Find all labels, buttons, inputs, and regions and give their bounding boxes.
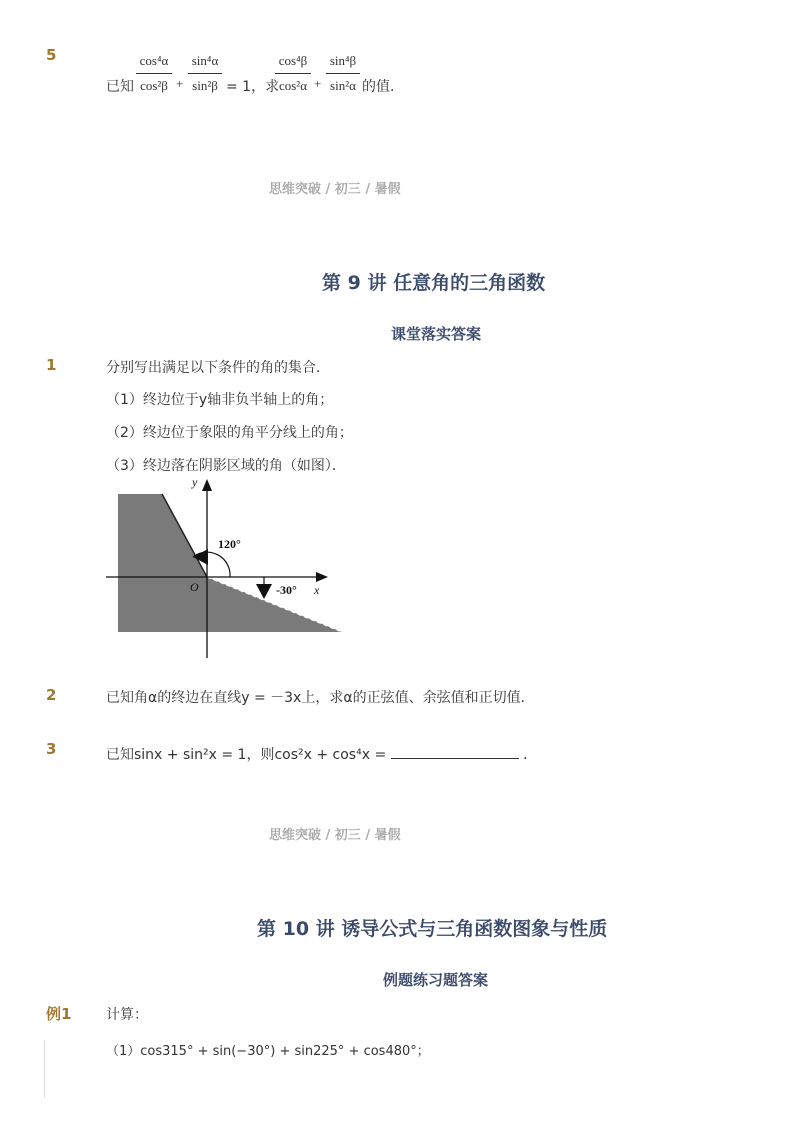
answer-blank (391, 746, 519, 759)
q5-frac4-denominator: sin²α (330, 78, 356, 93)
page-footer-2: 思维突破 / 初三 / 暑假 (269, 828, 401, 843)
q1-item-3: （3）终边落在阴影区域的角（如图）． (106, 458, 346, 474)
q2-text: 已知角α的终边在直线y = －3x上，求α的正弦值、余弦值和正切值． (106, 690, 535, 706)
q5-fraction-2 (188, 52, 222, 95)
q5-fraction-4 (326, 52, 360, 95)
lecture-title: 第 9 讲 任意角的三角函数 (322, 272, 546, 294)
q5-prefix: 已知 (106, 79, 134, 95)
section-title-2: 例题练习题答案 (383, 971, 489, 989)
question-number-5: 5 (46, 46, 57, 64)
q1-item-1: （1）终边位于y轴非负半轴上的角； (106, 392, 334, 408)
y-axis-arrow (202, 479, 212, 491)
question-number-2: 2 (46, 686, 57, 704)
angle-minus30-arrowhead (256, 584, 272, 599)
x-axis-label: x (314, 583, 320, 597)
q5-frac3-bar (275, 73, 311, 74)
ex1-item-1: （1）cos315° + sin(−30°) + sin225° + cos480°； (106, 1044, 430, 1059)
q5-fraction-1 (136, 52, 172, 95)
margin-rule (44, 1040, 45, 1098)
q5-frac3-numerator: cos⁴β (278, 53, 308, 68)
q5-frac1-denominator: cos²β (140, 78, 168, 93)
ex1-text: 计算： (106, 1007, 148, 1023)
q5-suffix: 的值． (362, 79, 404, 95)
q5-frac2-denominator: sin²β (192, 78, 218, 93)
q5-fraction-3 (275, 52, 311, 95)
q5-frac1-numerator: cos⁴α (139, 53, 169, 68)
angle-120-label: 120° (218, 537, 241, 551)
section-title: 课堂落实答案 (391, 325, 482, 343)
example-number-1: 例1 (46, 1005, 72, 1023)
q5-plus-1: + (176, 76, 184, 91)
q1-item-2: （2）终边位于象限的角平分线上的角； (106, 425, 353, 441)
q3-suffix: ． (523, 747, 538, 763)
q5-frac1-bar (136, 73, 172, 74)
q5-frac2-numerator: sin⁴α (191, 53, 219, 68)
question-number-3: 3 (46, 740, 57, 758)
lecture-title-2: 第 10 讲 诱导公式与三角函数图象与性质 (257, 918, 608, 940)
shaded-region-figure (100, 472, 350, 664)
q5-frac2-bar (188, 73, 222, 74)
angle-minus30-label: -30° (276, 583, 297, 597)
q5-plus-2: + (314, 76, 322, 91)
shaded-region (118, 494, 342, 632)
q5-frac4-bar (326, 73, 360, 74)
q5-frac4-numerator: sin⁴β (329, 53, 357, 68)
q5-equals: = 1，求 (226, 79, 280, 95)
page-footer: 思维突破 / 初三 / 暑假 (269, 182, 401, 197)
q3-line (106, 744, 537, 764)
q3-text: 已知sinx + sin²x = 1，则cos²x + cos⁴x = (106, 747, 391, 763)
origin-label: O (190, 580, 199, 594)
x-axis-arrow (316, 572, 328, 582)
q5-frac3-denominator: cos²α (278, 78, 308, 93)
y-axis-label: y (192, 475, 198, 489)
question-number-1: 1 (46, 356, 57, 374)
q1-text: 分别写出满足以下条件的角的集合． (106, 360, 330, 376)
